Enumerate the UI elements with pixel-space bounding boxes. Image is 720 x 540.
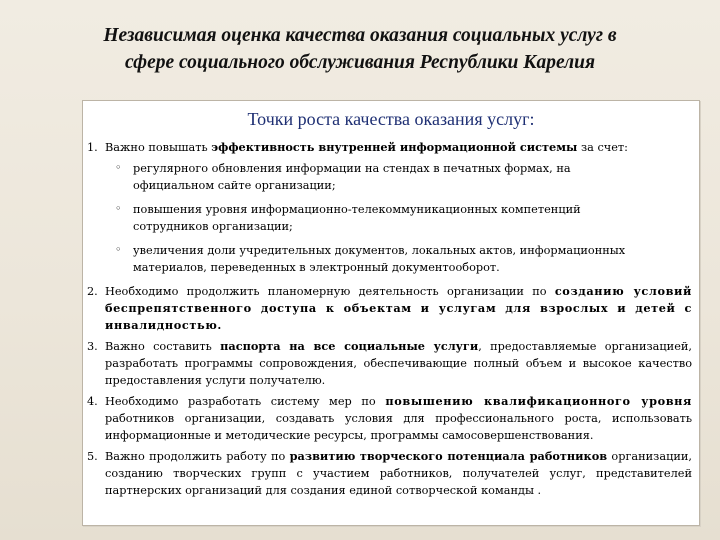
point-number: 4. (87, 395, 98, 408)
slide-title-line-1: Независимая оценка качества оказания социальных услуг в (103, 25, 617, 46)
point-number: 3. (87, 340, 98, 353)
point-text-lead: Важно продолжить работу по (105, 450, 290, 463)
point-number: 2. (87, 285, 98, 298)
sub-item-1 (87, 160, 692, 194)
point-text-lead: Важно составить (105, 340, 221, 353)
point-text-lead: Необходимо разработать систему мер по (105, 395, 386, 408)
sub-item-text: увеличения доли учредительных документов, локальных актов, информационных материалов, переведенных в электронный документооборот. (133, 244, 626, 274)
point-text-lead: Важно повышать (105, 141, 212, 154)
slide-title (40, 22, 680, 76)
growth-point-3 (87, 338, 692, 389)
bullet-icon: ◦ (115, 243, 122, 256)
growth-point-1 (87, 139, 692, 156)
point-text-emphasis: развитию творческого потенциала работников (289, 449, 608, 463)
bullet-icon: ◦ (115, 161, 122, 174)
point-text-emphasis: повышению квалификационного уровня (385, 394, 692, 408)
sub-item-3 (87, 242, 692, 276)
sub-item-text: регулярного обновления информации на стендах в печатных формах, на официальном сайте организации; (133, 162, 571, 192)
point-text-emphasis: созданию условий беспрепятственного доступа к объектам и услугам для взрослых и детей с инвалидностью. (105, 284, 692, 332)
point-text-tail: организации, созданию творческих групп с участием работников, получателей услуг, представителей партнерских организаций для создания единой сотворческой команды . (105, 450, 692, 497)
point-text-lead: Необходимо продолжить планомерную деятельность организации по (105, 285, 555, 298)
point-text-emphasis: эффективность внутренней информационной системы (211, 140, 578, 154)
point-text-tail: за счет: (577, 141, 628, 154)
growth-point-2 (87, 283, 692, 334)
point-text-emphasis: паспорта на все социальные услуги (220, 339, 479, 353)
sub-item-2 (87, 201, 692, 235)
point-number: 1. (87, 141, 98, 154)
sub-item-text: повышения уровня информационно-телекоммуникационных компетенций сотрудников организации; (133, 203, 581, 233)
point-text-tail: , предоставляемые организацией, разработать программы сопровождения, обеспечивающие полный объем и высокое качество предоставления услуги получателю. (105, 340, 693, 387)
point-text-tail: работников организации, создавать условия для профессионального роста, использовать информационные и методические ресурсы, программы самосовершенствования. (105, 412, 692, 442)
point-number: 5. (87, 450, 98, 463)
growth-point-5 (87, 448, 692, 499)
panel-subtitle: Точки роста качества оказания услуг: (247, 109, 535, 129)
growth-point-4 (87, 393, 692, 444)
slide-title-line-2: сфере социального обслуживания Республики Карелия (124, 52, 596, 73)
bullet-icon: ◦ (115, 202, 122, 215)
growth-points-list (87, 139, 692, 503)
content-panel (82, 100, 700, 526)
